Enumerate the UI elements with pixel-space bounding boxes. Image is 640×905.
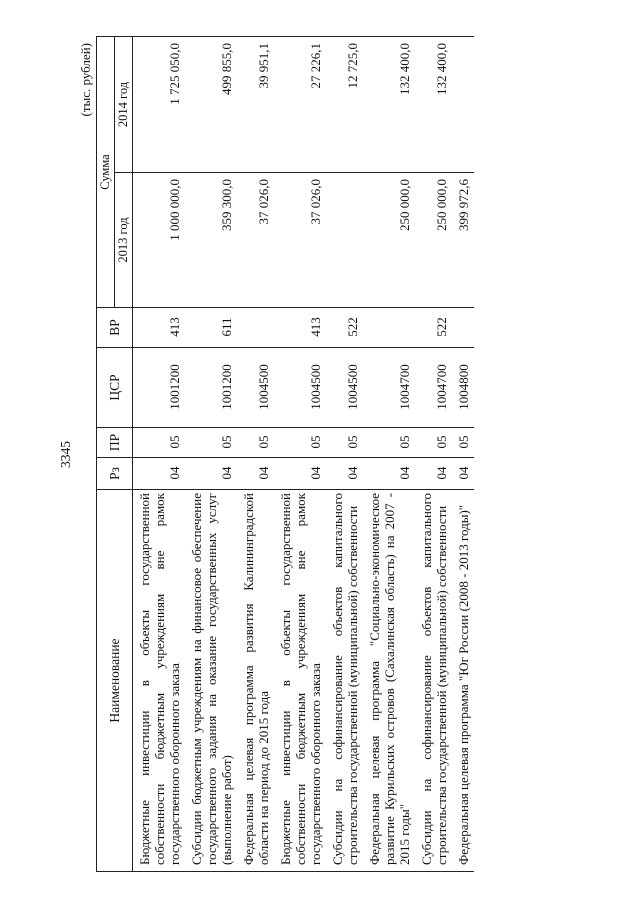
table-row — [363, 37, 415, 872]
header-sum: Сумма — [97, 37, 115, 308]
row-name: Субсидии на софинансирование объектов капитального строительства государственной (муниципальной) собственности — [415, 490, 452, 872]
row-sum-2013: 37 026,0 — [274, 173, 326, 308]
row-pr: 05 — [415, 428, 452, 458]
row-sum-2014: 1 725 050,0 — [133, 37, 186, 173]
row-csr: 1001200 — [133, 348, 186, 428]
row-pr: 05 — [133, 428, 186, 458]
header-csr: ЦСР — [97, 348, 133, 428]
table-row — [274, 37, 326, 872]
row-sum-2013: 250 000,0 — [415, 173, 452, 308]
header-row — [97, 37, 115, 872]
rotated-page — [56, 37, 576, 872]
row-pr: 05 — [326, 428, 363, 458]
row-sum-2014: 499 855,0 — [185, 37, 237, 173]
row-vr — [363, 308, 415, 348]
header-2014: 2014 год — [115, 37, 133, 173]
row-name: Бюджетные инвестиции в объекты государственной собственности бюджетным учреждениям вне рамок государственного оборонного заказа — [133, 490, 186, 872]
header-rz: Рз — [97, 458, 133, 490]
row-name: Бюджетные инвестиции в объекты государственной собственности бюджетным учреждениям вне рамок государственного оборонного заказа — [274, 490, 326, 872]
row-sum-2013: 359 300,0 — [185, 173, 237, 308]
row-name: Федеральная целевая программа развития Калининградской области на период до 2015 года — [237, 490, 274, 872]
budget-table — [96, 36, 474, 872]
header-vr: ВР — [97, 308, 133, 348]
row-rz: 04 — [326, 458, 363, 490]
row-rz: 04 — [415, 458, 452, 490]
row-vr: 522 — [326, 308, 363, 348]
row-name: Субсидии бюджетным учреждениям на финансовое обеспечение государственного задания на оказание государственных услуг (выполнение работ) — [185, 490, 237, 872]
table-row — [237, 37, 274, 872]
row-csr: 1004500 — [326, 348, 363, 428]
row-vr: 522 — [415, 308, 452, 348]
row-rz: 04 — [185, 458, 237, 490]
row-sum-2013 — [326, 173, 363, 308]
header-pr: ПР — [97, 428, 133, 458]
row-name: Федеральная целевая программа "Социально-экономическое развитие Курильских островов (Сахалинская область) на 2007 - 2015 годы" — [363, 490, 415, 872]
row-csr: 1004500 — [274, 348, 326, 428]
row-sum-2014 — [452, 37, 474, 173]
table-row — [452, 37, 474, 872]
row-sum-2014: 132 400,0 — [363, 37, 415, 173]
row-rz: 04 — [274, 458, 326, 490]
row-sum-2014: 39 951,1 — [237, 37, 274, 173]
row-csr: 1004800 — [452, 348, 474, 428]
row-sum-2013: 37 026,0 — [237, 173, 274, 308]
page-number: 3345 — [58, 441, 73, 468]
row-vr: 413 — [274, 308, 326, 348]
row-vr — [452, 308, 474, 348]
table-row — [185, 37, 237, 872]
row-rz: 04 — [452, 458, 474, 490]
row-rz: 04 — [363, 458, 415, 490]
row-vr: 611 — [185, 308, 237, 348]
row-csr: 1004500 — [237, 348, 274, 428]
row-rz: 04 — [133, 458, 186, 490]
header-2013: 2013 год — [115, 173, 133, 308]
row-rz: 04 — [237, 458, 274, 490]
row-csr: 1004700 — [363, 348, 415, 428]
row-name: Субсидии на софинансирование объектов капитального строительства государственной (муниципальной) собственности — [326, 490, 363, 872]
row-csr: 1001200 — [185, 348, 237, 428]
row-sum-2013: 399 972,6 — [452, 173, 474, 308]
units-label: (тыс. рублей) — [78, 43, 93, 117]
row-sum-2014: 27 226,1 — [274, 37, 326, 173]
row-sum-2013: 250 000,0 — [363, 173, 415, 308]
table-row — [326, 37, 363, 872]
row-name: Федеральная целевая программа "Юг России (2008 - 2013 годы)" — [452, 490, 474, 872]
row-pr: 05 — [274, 428, 326, 458]
header-name: Наименование — [97, 490, 133, 872]
table-row — [415, 37, 452, 872]
row-sum-2014: 12 725,0 — [326, 37, 363, 173]
row-sum-2013: 1 000 000,0 — [133, 173, 186, 308]
row-csr: 1004700 — [415, 348, 452, 428]
row-pr: 05 — [363, 428, 415, 458]
row-sum-2014: 132 400,0 — [415, 37, 452, 173]
row-vr — [237, 308, 274, 348]
row-pr: 05 — [185, 428, 237, 458]
row-pr: 05 — [237, 428, 274, 458]
row-vr: 413 — [133, 308, 186, 348]
table-row — [133, 37, 186, 872]
row-pr: 05 — [452, 428, 474, 458]
